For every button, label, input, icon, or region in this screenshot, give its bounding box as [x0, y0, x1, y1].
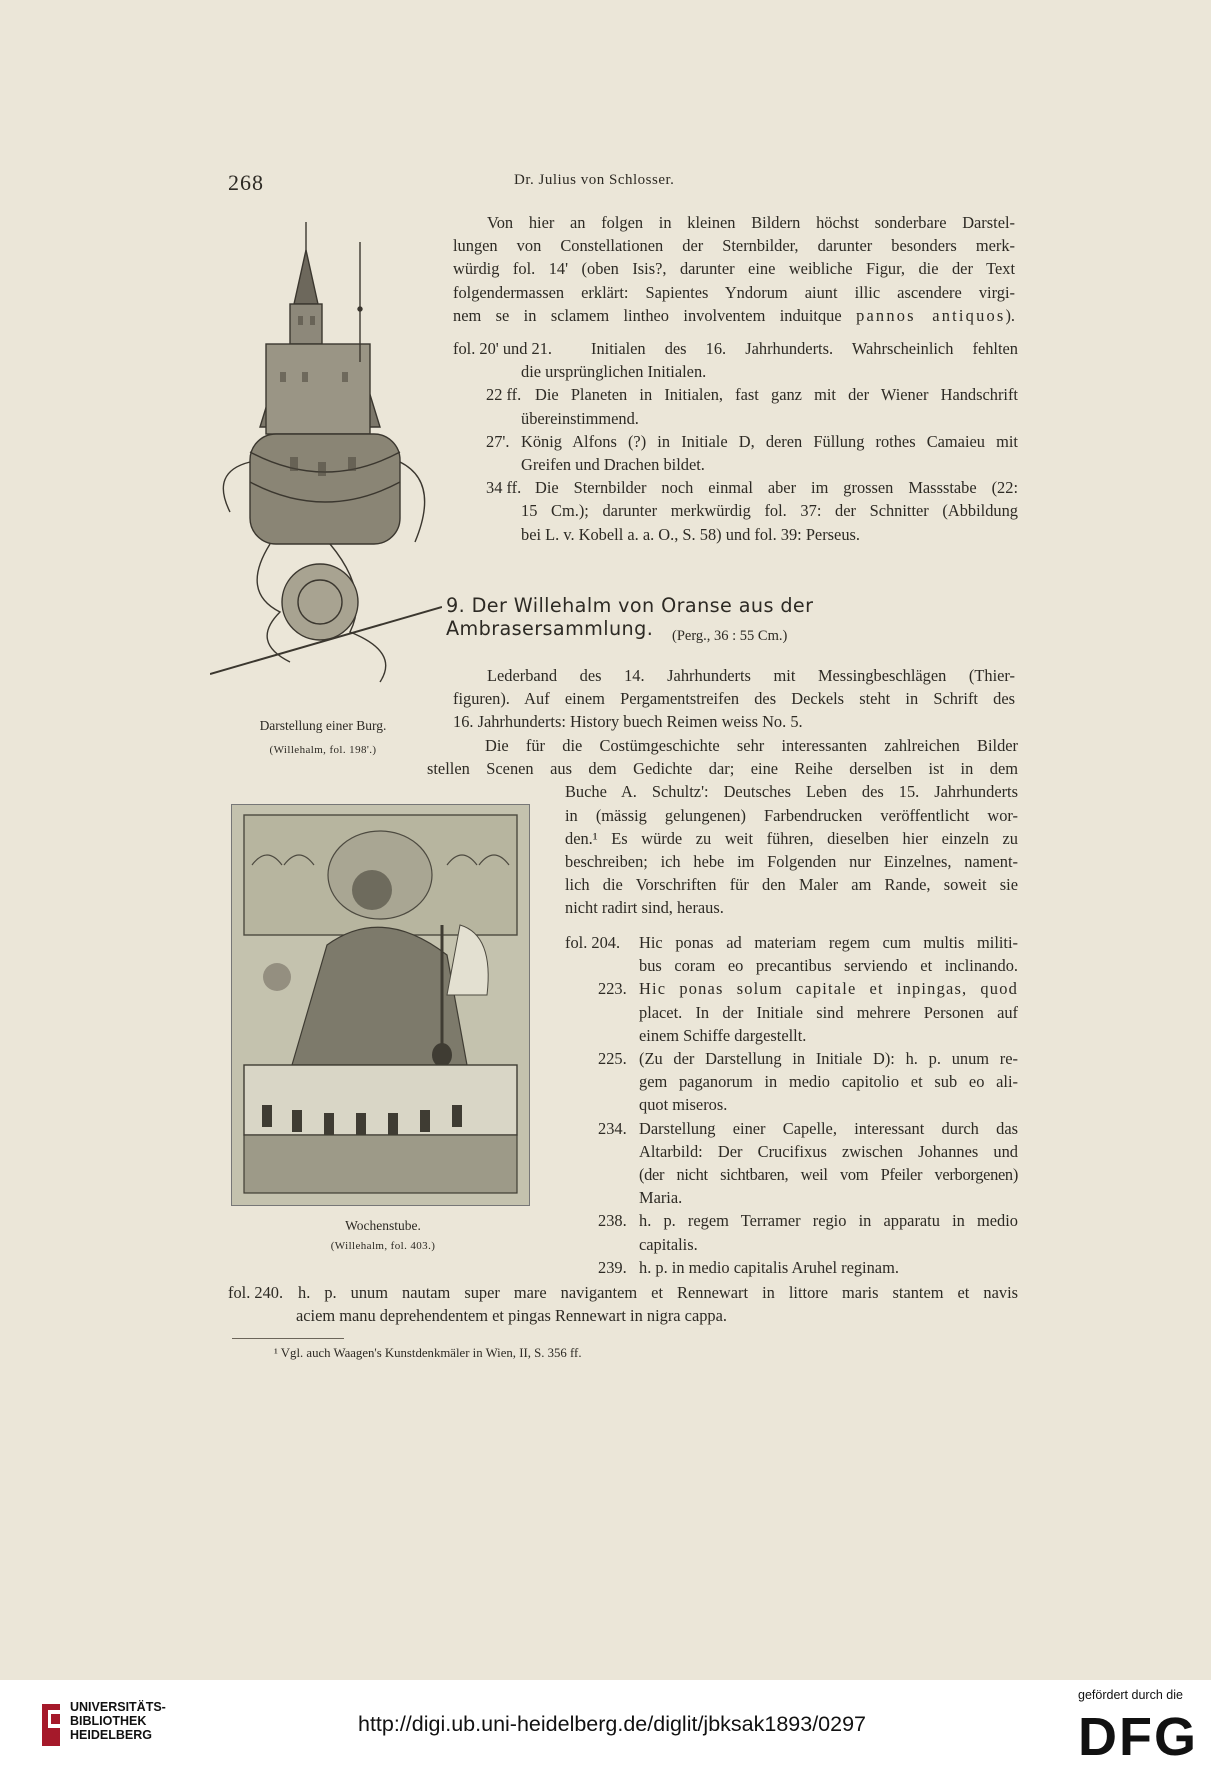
fol-text: die ursprünglichen Initialen.	[521, 362, 707, 382]
fol-text: Initialen des 16. Jahrhunderts. Wahrscheinlich fehlten	[591, 339, 1018, 358]
fol-text: bus coram eo precantibus serviendo et inclinando.	[639, 956, 1018, 976]
fol-entry	[565, 977, 1018, 1047]
fol-entry	[453, 430, 1018, 476]
fol-text: h. p. in medio capitalis Aruhel reginam.	[639, 1257, 899, 1277]
text-line: Von hier an folgen in kleinen Bildern höchst sonderbare Darstel-	[487, 213, 1015, 232]
text-line: in (mässig gelungenen) Farbendrucken veröffentlicht wor-	[565, 805, 1018, 825]
text-line: stellen Scenen aus dem Gedichte dar; eine Reihe derselben ist in dem	[427, 759, 1018, 779]
fol-number: fol. 240.	[228, 1283, 284, 1302]
fol-entries-2	[565, 931, 1018, 1279]
fol-entry	[565, 1209, 1018, 1255]
fol-text: (der nicht sichtbaren, weil vom Pfeiler verborgenen)	[639, 1164, 1018, 1184]
text-line: folgendermassen erklärt: Sapientes Yndorum aiunt illic ascendere virgi-	[453, 282, 1015, 302]
fol-number: 34 ff.	[486, 478, 522, 498]
fol-number: fol. 204.	[565, 933, 621, 952]
section-subheading: (Perg., 36 : 55 Cm.)	[672, 628, 788, 644]
spaced-emphasis: pannos antiquos	[856, 305, 1006, 325]
fol-entry	[565, 1047, 1018, 1117]
pictures-paragraph	[427, 734, 1018, 920]
text-line	[453, 304, 1015, 327]
footer-bar	[0, 1680, 1211, 1781]
text-segment: nem se in sclamem lintheo involventem induitque	[453, 305, 842, 325]
fol-text: placet. In der Initiale sind mehrere Personen auf	[639, 1002, 1018, 1022]
library-line: BIBLIOTHEK	[70, 1714, 147, 1728]
fol-entry	[453, 383, 1018, 429]
text-line: den.¹ Es würde zu weit führen, dieselben hier einzeln zu	[565, 828, 1018, 848]
fol-number: 27'.	[486, 431, 510, 451]
fol-text: (Zu der Darstellung in Initiale D): h. p. unum re-	[639, 1048, 1018, 1068]
castle-illustration	[210, 212, 442, 712]
text-line: lich die Vorschriften für den Maler am Rande, soweit sie	[565, 875, 1018, 895]
fol-text: König Alfons (?) in Initiale D, deren Füllung rothes Camaieu mit	[521, 431, 1018, 451]
library-name[interactable]	[70, 1700, 166, 1742]
fol-number: 234.	[598, 1118, 627, 1138]
fol-text: h. p. regem Terramer regio in apparatu in medio	[639, 1211, 1018, 1231]
fol-text: quot miseros.	[639, 1095, 728, 1115]
room-caption: Wochenstube.	[345, 1218, 421, 1233]
fol-entry	[453, 476, 1018, 546]
fol-text: Die Planeten in Initialen, fast ganz mit der Wiener Handschrift	[535, 385, 1018, 405]
fol-text: Hic ponas ad materiam regem cum multis militi-	[639, 933, 1018, 952]
room-source: (Willehalm, fol. 403.)	[330, 1240, 436, 1252]
fol-text: Greifen und Drachen bildet.	[521, 454, 705, 474]
text-line: nicht radirt sind, heraus.	[565, 898, 724, 918]
fol-text: 15 Cm.); darunter merkwürdig fol. 37: der Schnitter (Abbildung	[521, 501, 1018, 521]
section-heading: 9. Der Willehalm von Oranse aus der Ambrasersammlung.	[446, 594, 814, 640]
fol-number: 239.	[598, 1257, 627, 1277]
fol-entry	[453, 337, 1018, 383]
intro-paragraph	[453, 211, 1015, 327]
text-line: würdig fol. 14' (oben Isis?, darunter eine weibliche Figur, die der Text	[453, 259, 1015, 279]
fol-text: aciem manu deprehendentem et pingas Rennewart in nigra cappa.	[296, 1306, 727, 1326]
library-line: UNIVERSITÄTS-	[70, 1700, 166, 1714]
text-line: Die für die Costümgeschichte sehr interessanten zahlreichen Bilder	[485, 736, 1018, 755]
fol-number: 223.	[598, 979, 627, 999]
text-line: beschreiben; ich hebe im Folgenden nur Einzelnes, nament-	[565, 852, 1018, 872]
fol-text: Darstellung einer Capelle, interessant durch das	[639, 1118, 1018, 1138]
fol-entry	[565, 931, 1018, 977]
castle-caption: Darstellung einer Burg.	[259, 718, 387, 733]
ub-logo[interactable]	[40, 1702, 62, 1748]
fol-text: h. p. unum nautam super mare navigantem et Rennewart in littore maris stantem et navis	[298, 1283, 1018, 1302]
dfg-logo[interactable]: DFG	[1078, 1707, 1198, 1767]
fol-text: übereinstimmend.	[521, 408, 639, 428]
fol-text: gem paganorum in medio capitolio et sub eo ali-	[639, 1072, 1018, 1092]
fol-text: Altarbild: Der Crucifixus zwischen Johannes und	[639, 1141, 1018, 1161]
text-line: lungen von Constellationen der Sternbilder, darunter besonders merk-	[453, 236, 1015, 256]
page-number: 268	[228, 170, 264, 195]
binding-paragraph	[453, 664, 1015, 734]
footnote: ¹ Vgl. auch Waagen's Kunstdenkmäler in Wien, II, S. 356 ff.	[274, 1346, 582, 1360]
fol-text: bei L. v. Kobell a. a. O., S. 58) und fol. 39: Perseus.	[521, 524, 860, 544]
fol-entries-1	[453, 337, 1018, 546]
text-line: 16. Jahrhunderts: History buech Reimen weiss No. 5.	[453, 712, 803, 732]
running-title: Dr. Julius von Schlosser.	[514, 172, 675, 188]
text-line: figuren). Auf einem Pergamentstreifen des Deckels steht in Schrift des	[453, 689, 1015, 709]
library-line: HEIDELBERG	[70, 1728, 152, 1742]
fol-entry	[565, 1117, 1018, 1210]
fol-text: capitalis.	[639, 1234, 698, 1254]
castle-source: (Willehalm, fol. 198'.)	[269, 744, 377, 756]
footnote-rule	[232, 1338, 344, 1339]
text-line: Lederband des 14. Jahrhunderts mit Messingbeschlägen (Thier-	[487, 666, 1015, 685]
fol-number: fol. 20' und 21.	[453, 339, 553, 358]
text-line: Buche A. Schultz': Deutsches Leben des 15. Jahrhunderts	[565, 782, 1018, 802]
fol-text: Maria.	[639, 1188, 683, 1208]
text-segment: ).	[1005, 305, 1016, 325]
fol-text: Die Sternbilder noch einmal aber im grossen Massstabe (22:	[535, 478, 1018, 498]
fol-number: 225.	[598, 1048, 627, 1068]
source-url-link[interactable]: http://digi.ub.uni-heidelberg.de/diglit/jbksak1893/0297	[358, 1712, 867, 1736]
fol-number: 238.	[598, 1211, 627, 1231]
fol-number: 22 ff.	[486, 385, 522, 405]
fol-text: einem Schiffe dargestellt.	[639, 1025, 807, 1045]
fol-entry	[565, 1256, 1018, 1279]
fol-text: Hic ponas solum capitale et inpingas, quod	[639, 979, 1018, 999]
funding-note: gefördert durch die	[1078, 1688, 1183, 1702]
